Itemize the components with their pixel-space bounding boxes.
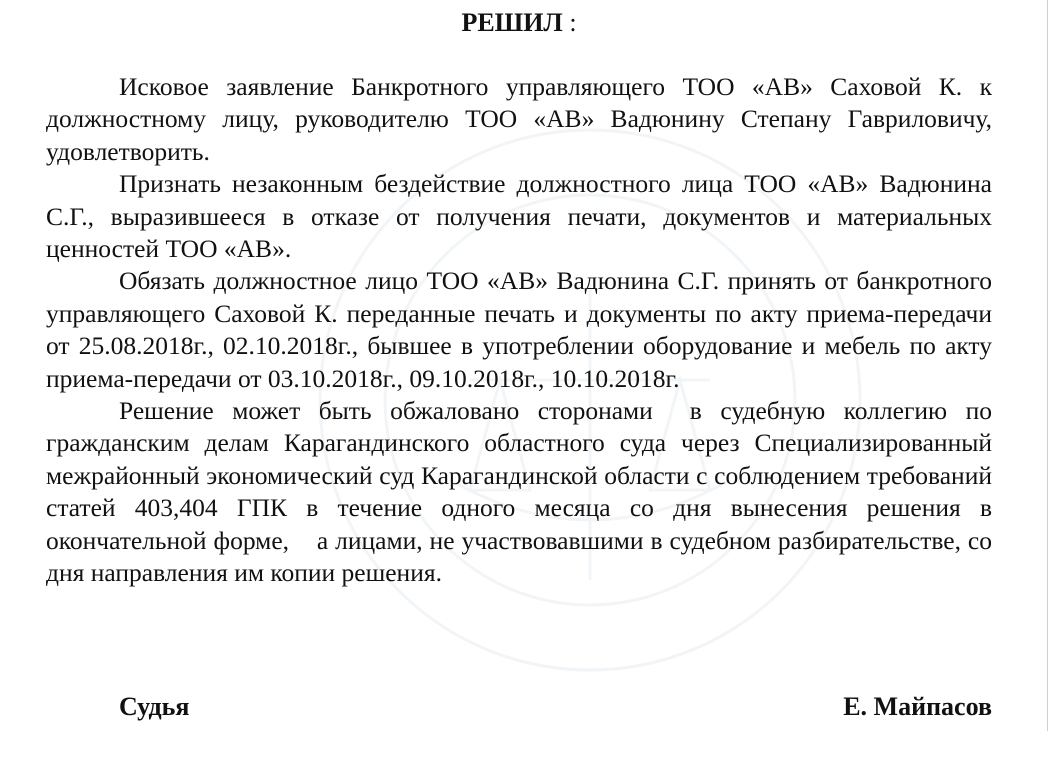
paragraph-inaction-unlawful: Признать незаконным бездействие должностного лица ТОО «АВ» Вадюнина С.Г., выразившееся в отказе от получения печати, документов и материальных ценностей ТОО «АВ».	[46, 169, 999, 264]
paragraph-appeal: Решение может быть обжаловано сторонами в судебную коллегию по гражданским делам Карагандинского областного суда через Специализированный межрайонный экономический суд Карагандинской области с соблюдением требований статей 403,404 ГПК в течение одного месяца со дня вынесения решения в окончательной форме, а лицами, не участвовавшими в судебном разбирательстве, со дня направления им копии решения.	[46, 396, 999, 588]
paragraph-obligation: Обязать должностное лицо ТОО «АВ» Вадюнина С.Г. принять от банкротного управляющего Саховой К. переданные печать и документы по акту приема-передачи от 25.08.2018г., 02.10.2018г., бывшее в употреблении оборудование и мебель по акту приема-передачи от 03.10.2018г., 09.10.2018г., 10.10.2018г.	[46, 266, 999, 393]
decision-heading-title: РЕШИЛ	[461, 8, 563, 37]
decision-body	[46, 71, 999, 590]
decision-heading-suffix: :	[562, 8, 577, 37]
signature-name: Е. Майпасов	[843, 692, 992, 721]
paragraph-claim-satisfied: Исковое заявление Банкротного управляющего ТОО «АВ» Саховой К. к должностному лицу, руководителю ТОО «АВ» Вадюнину Степану Гавриловичу, удовлетворить.	[46, 72, 999, 166]
decision-heading	[46, 6, 992, 40]
signature-role: Судья	[119, 692, 190, 721]
page-edge-line	[1047, 0, 1048, 731]
